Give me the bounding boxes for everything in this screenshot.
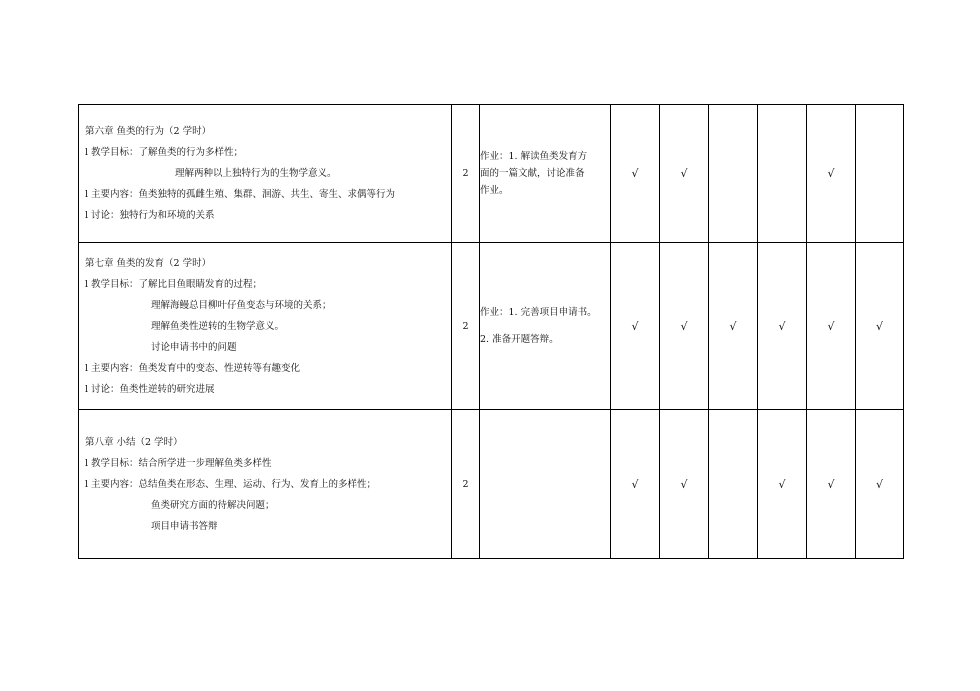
- check-mark: √: [660, 410, 709, 559]
- check-mark: √: [856, 243, 904, 410]
- homework-cell: [480, 105, 611, 243]
- objective-line: 理解鱼类性逆转的生物学意义。: [151, 320, 285, 332]
- content-cell: [79, 105, 452, 243]
- homework-line: 作业。: [480, 185, 509, 196]
- chapter-title: 第六章 鱼类的行为（2 学时）: [85, 126, 212, 137]
- check-mark: √: [758, 410, 807, 559]
- check-mark: √: [807, 410, 856, 559]
- check-mark: √: [807, 105, 856, 243]
- check-mark: √: [709, 243, 758, 410]
- chapter-title: 第八章 小结（2 学时）: [85, 436, 183, 448]
- content-line: l 主要内容：鱼类发育中的变态、性逆转等有趣变化: [85, 362, 301, 374]
- check-mark: √: [660, 243, 709, 410]
- homework-line: 2. 准备开题答辩。: [480, 334, 559, 345]
- hours-cell: 2: [452, 410, 480, 559]
- content-cell: [79, 410, 452, 559]
- check-mark: [709, 410, 758, 559]
- homework-cell: [480, 243, 611, 410]
- hours-cell: 2: [452, 105, 480, 243]
- syllabus-table: [78, 104, 904, 559]
- check-mark: √: [758, 243, 807, 410]
- chapter-title: 第七章 鱼类的发育（2 学时）: [85, 257, 212, 269]
- objective-line: 讨论申请书中的问题: [151, 341, 237, 353]
- check-mark: √: [611, 410, 660, 559]
- content-line: l 主要内容：鱼类独特的孤雌生殖、集群、洄游、共生、寄生、求偶等行为: [85, 189, 396, 200]
- check-mark: √: [660, 105, 709, 243]
- content-line: 项目申请书答辩: [151, 520, 218, 532]
- check-mark: √: [611, 105, 660, 243]
- content-line: l 主要内容：总结鱼类在形态、生理、运动、行为、发育上的多样性；: [85, 478, 377, 490]
- content-cell: [79, 243, 452, 410]
- objective-line: 理解海鳗总目柳叶仔鱼变态与环境的关系；: [151, 299, 332, 311]
- check-mark: [856, 105, 904, 243]
- check-mark: [758, 105, 807, 243]
- hours-cell: 2: [452, 243, 480, 410]
- homework-line: 作业：1. 完善项目申请书。: [480, 307, 597, 318]
- check-mark: √: [611, 243, 660, 410]
- objective-line: l 教学目标：了解鱼类的行为多样性；: [85, 147, 244, 158]
- objective-line: l 教学目标：结合所学进一步理解鱼类多样性: [85, 457, 272, 469]
- discussion-line: l 讨论：独特行为和环境的关系: [85, 210, 215, 221]
- table-row: [79, 243, 904, 410]
- check-mark: √: [856, 410, 904, 559]
- homework-line: 作业：1. 解读鱼类发育方: [480, 151, 588, 162]
- objective-line: 理解两种以上独特行为的生物学意义。: [175, 168, 337, 179]
- objective-line: l 教学目标：了解比目鱼眼睛发育的过程；: [85, 278, 263, 290]
- discussion-line: l 讨论：鱼类性逆转的研究进展: [85, 383, 215, 395]
- table-row: [79, 410, 904, 559]
- check-mark: √: [807, 243, 856, 410]
- table-row: [79, 105, 904, 243]
- homework-cell: [480, 410, 611, 559]
- check-mark: [709, 105, 758, 243]
- homework-line: 面的一篇文献，讨论准备: [480, 168, 585, 179]
- content-line: 鱼类研究方面的待解决问题；: [151, 499, 275, 511]
